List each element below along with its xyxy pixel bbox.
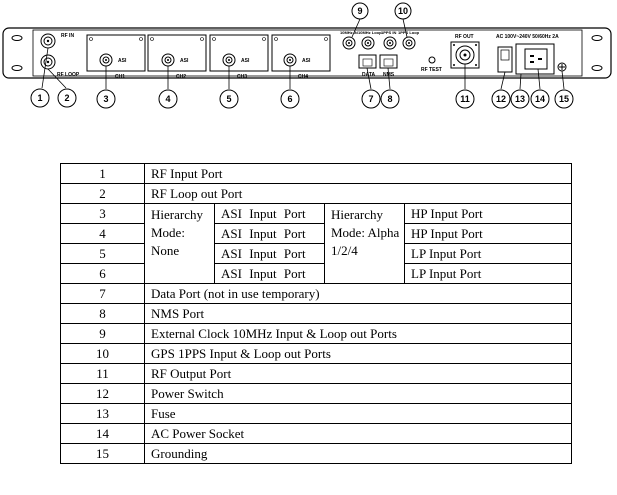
asi-label: ASI <box>118 58 127 64</box>
callout-4 <box>159 90 177 108</box>
row-number: 10 <box>61 344 145 364</box>
rear-panel-diagram <box>0 0 617 120</box>
rf-in-label: RF IN <box>61 33 75 39</box>
power-switch <box>498 47 512 72</box>
svg-text:14: 14 <box>534 94 546 104</box>
ac-rating-label: AC 100V~240V 50/60Hz 2A <box>496 34 559 40</box>
svg-text:15: 15 <box>558 94 570 104</box>
callout-5 <box>220 90 238 108</box>
svg-text:4: 4 <box>165 94 171 104</box>
alpha-port-desc: LP Input Port <box>405 244 572 264</box>
svg-text:1: 1 <box>37 93 43 103</box>
svg-text:3: 3 <box>103 94 109 104</box>
callout-12 <box>492 90 510 108</box>
callout-10 <box>395 3 411 19</box>
grounding-terminal <box>558 63 566 71</box>
row-number: 4 <box>61 224 145 244</box>
rack-hole <box>12 36 22 41</box>
clk-10mhz-in-port <box>343 37 355 49</box>
nms-port <box>380 55 397 68</box>
pps-in-label: 1PPS IN <box>381 30 397 35</box>
pps-loop-label: 1PPS Loop <box>398 30 420 35</box>
data-port <box>359 55 376 68</box>
row-description: Data Port (not in use temporary) <box>145 284 572 304</box>
asi-module-ch1 <box>87 35 145 71</box>
row-number: 3 <box>61 204 145 224</box>
asi-module-ch4 <box>272 35 330 71</box>
row-number: 2 <box>61 184 145 204</box>
table-row <box>61 384 572 404</box>
callout-7 <box>362 90 380 108</box>
svg-text:12: 12 <box>495 94 507 104</box>
asi-label: ASI <box>180 58 189 64</box>
clk-10mhz-loop-port <box>362 37 374 49</box>
clk-loop-label: 10MHz Loop <box>358 30 382 35</box>
row-number: 8 <box>61 304 145 324</box>
row-number: 13 <box>61 404 145 424</box>
row-description: AC Power Socket <box>145 424 572 444</box>
row-number: 15 <box>61 444 145 464</box>
table-row <box>61 364 572 384</box>
rf-test-port <box>429 57 435 63</box>
callout-3 <box>97 90 115 108</box>
table-row <box>61 444 572 464</box>
row-number: 6 <box>61 264 145 284</box>
ch1-label: CH1 <box>115 74 126 80</box>
table-row <box>61 404 572 424</box>
callout-15 <box>555 90 573 108</box>
asi-port-desc: ASI Input Port <box>215 224 325 244</box>
rack-hole <box>12 66 22 71</box>
row-description: RF Output Port <box>145 364 572 384</box>
pps-in-port <box>384 37 396 49</box>
table-row <box>61 224 572 244</box>
svg-text:5: 5 <box>226 94 232 104</box>
row-description: Power Switch <box>145 384 572 404</box>
table-row <box>61 244 572 264</box>
asi-label: ASI <box>241 58 250 64</box>
row-number: 9 <box>61 324 145 344</box>
row-description: RF Loop out Port <box>145 184 572 204</box>
table-row <box>61 164 572 184</box>
callout-6 <box>281 90 299 108</box>
ch4-label: CH4 <box>298 74 309 80</box>
row-number: 12 <box>61 384 145 404</box>
row-description: External Clock 10MHz Input & Loop out Ports <box>145 324 572 344</box>
asi-port-desc: ASI Input Port <box>215 244 325 264</box>
row-description: Fuse <box>145 404 572 424</box>
ac-power-socket <box>525 49 547 69</box>
rack-hole <box>592 66 602 71</box>
row-number: 5 <box>61 244 145 264</box>
nms-label: NMS <box>383 72 395 78</box>
asi-module-ch2 <box>148 35 206 71</box>
table-row <box>61 284 572 304</box>
row-description: Grounding <box>145 444 572 464</box>
row-number: 1 <box>61 164 145 184</box>
port-legend-table <box>60 163 572 464</box>
pps-loop-port <box>403 37 415 49</box>
callout-8 <box>381 90 399 108</box>
row-number: 11 <box>61 364 145 384</box>
svg-text:13: 13 <box>514 94 526 104</box>
table-row <box>61 304 572 324</box>
alpha-port-desc: LP Input Port <box>405 264 572 284</box>
alpha-port-desc: HP Input Port <box>405 224 572 244</box>
callout-13 <box>511 90 529 108</box>
table-row <box>61 424 572 444</box>
rf-out-label: RF OUT <box>455 34 474 40</box>
row-number: 14 <box>61 424 145 444</box>
callout-14 <box>531 90 549 108</box>
table-row <box>61 204 572 224</box>
rf-loop-port <box>41 55 55 69</box>
ch3-label: CH3 <box>237 74 248 80</box>
svg-text:8: 8 <box>387 94 393 104</box>
asi-port-desc: ASI Input Port <box>215 204 325 224</box>
svg-text:10: 10 <box>397 6 409 16</box>
asi-port-desc: ASI Input Port <box>215 264 325 284</box>
rf-loop-label: RF LOOP <box>57 72 80 78</box>
svg-text:9: 9 <box>357 6 363 16</box>
svg-text:7: 7 <box>368 94 374 104</box>
svg-text:11: 11 <box>460 94 470 104</box>
row-description: GPS 1PPS Input & Loop out Ports <box>145 344 572 364</box>
hierarchy-mode-none: Hierarchy Mode: None <box>145 204 215 284</box>
clk-in-label: 10MHz IN <box>340 30 358 35</box>
callout-1 <box>31 89 49 107</box>
row-number: 7 <box>61 284 145 304</box>
rack-hole <box>592 36 602 41</box>
svg-text:2: 2 <box>64 93 70 103</box>
row-description: NMS Port <box>145 304 572 324</box>
table-row <box>61 184 572 204</box>
callout-2 <box>58 89 76 107</box>
table-row <box>61 264 572 284</box>
row-description: RF Input Port <box>145 164 572 184</box>
table-row <box>61 324 572 344</box>
asi-module-ch3 <box>210 35 268 71</box>
rf-in-port <box>41 34 55 48</box>
table-row <box>61 344 572 364</box>
asi-label: ASI <box>302 58 311 64</box>
svg-text:6: 6 <box>287 94 293 104</box>
data-label: DATA <box>362 72 376 78</box>
callout-11 <box>456 90 474 108</box>
alpha-port-desc: HP Input Port <box>405 204 572 224</box>
ch2-label: CH2 <box>176 74 187 80</box>
callout-9 <box>352 3 368 19</box>
hierarchy-mode-alpha: Hierarchy Mode: Alpha 1/2/4 <box>325 204 405 284</box>
rf-test-label: RF TEST <box>421 67 442 73</box>
